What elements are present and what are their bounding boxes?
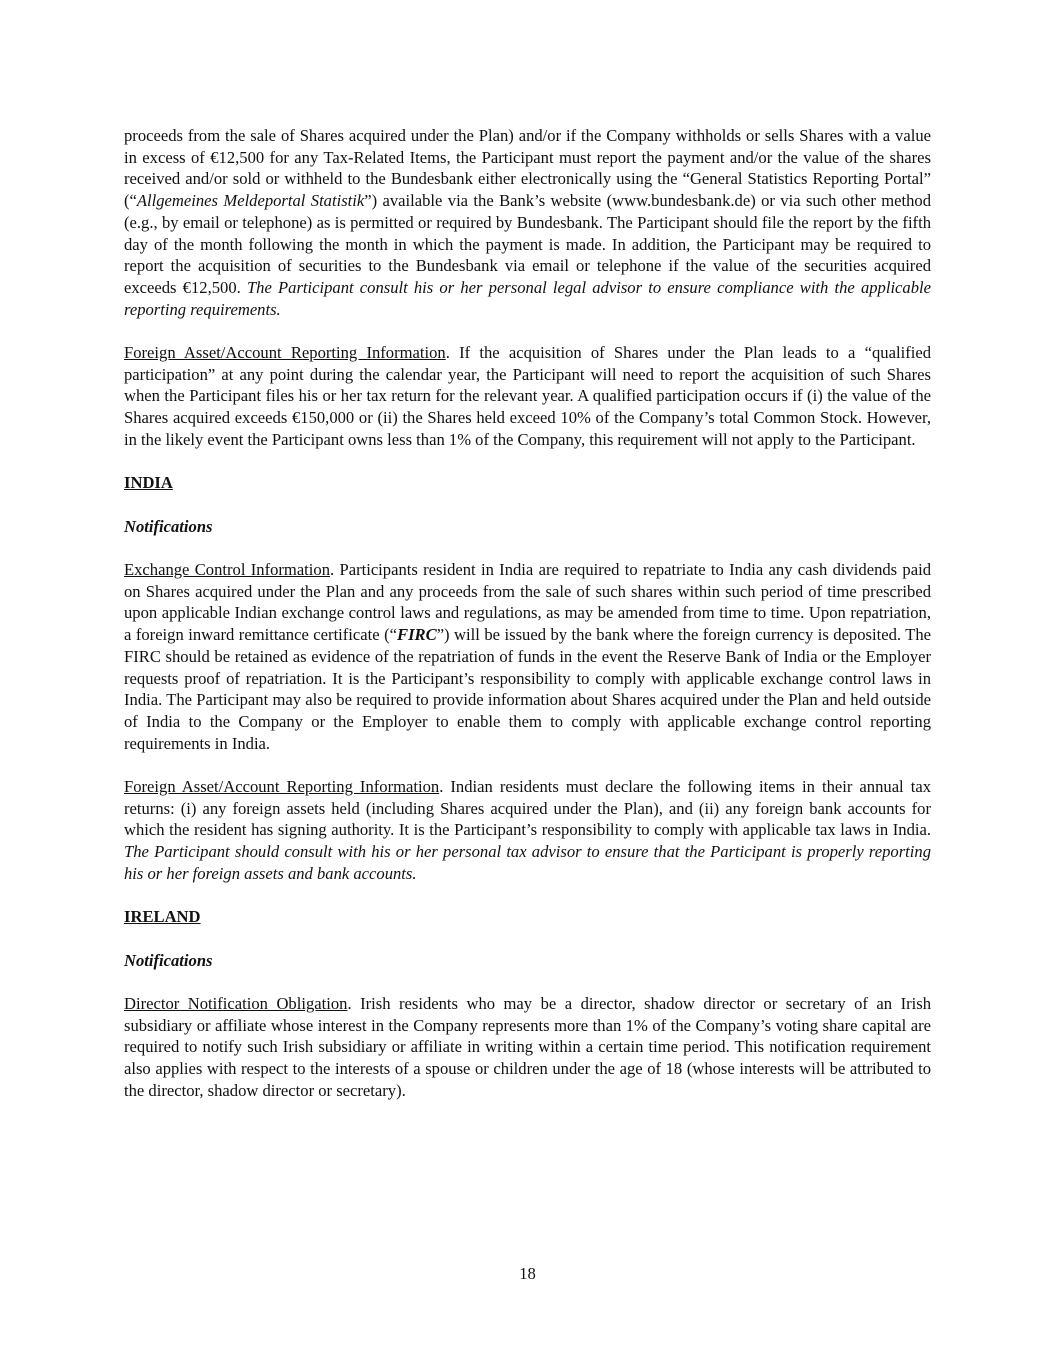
text: . Irish residents who may be a director, shadow director or secretary of an Irish subsidiary or affiliate whose interest in the Company represents more than 1% of the Company’s voting share capital are required to notify such Irish subsidiary or affiliate in writing within a certain time period. This notification requirement also applies with respect to the interests of a spouse or children under the age of 18 (whose interests will be attributed to the director, shadow director or secretary). [124, 994, 931, 1100]
paragraph-ireland-director-notification [124, 993, 931, 1102]
text: . Indian residents must declare the following items in their annual tax returns: (i) any foreign assets held (including Shares acquired under the Plan), and (ii) any foreign bank accounts for which the resident has signing authority. It is the Participant’s responsibility to comply with applicable tax laws in India. [124, 777, 931, 840]
firc-term: FIRC [397, 625, 437, 645]
notifications-heading-india: Notifications [124, 516, 213, 536]
country-heading-ireland: IRELAND [124, 907, 201, 927]
country-heading-india: INDIA [124, 473, 173, 493]
section-title: Foreign Asset/Account Reporting Information [124, 343, 446, 363]
section-title: Director Notification Obligation [124, 994, 348, 1013]
page-number: 18 [519, 1264, 536, 1283]
advisory-note: The Participant should consult with his or her personal tax advisor to ensure that the Participant is properly reporting his or her foreign assets and bank accounts. [124, 842, 931, 883]
advisory-note: The Participant consult his or her personal legal advisor to ensure compliance with the applicable reporting requirements. [124, 277, 931, 319]
paragraph-germany-foreign-asset-reporting [124, 342, 931, 451]
section-title: Exchange Control Information [124, 560, 331, 579]
text: . If the acquisition of Shares under the Plan leads to a “qualified participation” at any point during the calendar year, the Participant will need to report the acquisition of such Shares when the Participant files his or her tax return for the relevant year. A qualified participation occurs if (i) the value of the Shares acquired exceeds €150,000 or (ii) the Shares held exceed 10% of the Company’s total Common Stock. However, in the likely event the Participant owns less than 1% of the Company, this requirement will not apply to the Participant. [124, 343, 931, 449]
paragraph-germany-bundesbank-reporting [124, 125, 931, 320]
paragraph-india-exchange-control [124, 559, 931, 754]
text: ”) will be issued by the bank where the foreign currency is deposited. The FIRC should be retained as evidence of the repatriation of funds in the event the Reserve Bank of India or the Employer requests proof of repatriation. It is the Participant’s responsibility to comply with applicable exchange control laws in India. The Participant may also be required to provide information about Shares acquired under the Plan and held outside of India to the Company or the Employer to enable them to comply with applicable exchange control reporting requirements in India. [124, 625, 931, 753]
text: . Participants resident in India are required to repatriate to India any cash dividends paid on Shares acquired under the Plan and any proceeds from the sale of such shares within such period of time prescribed upon applicable Indian exchange control laws and regulations, as may be amended from time to time. Upon repatriation, a foreign inward remittance certificate (“ [124, 560, 931, 645]
text: ”) available via the Bank’s website (www.bundesbank.de) or via such other method (e.g., by email or telephone) as is permitted or required by Bundesbank. The Participant should file the report by the fifth day of the month following the month in which the payment is made. In addition, the Participant may be required to report the acquisition of securities to the Bundesbank via email or telephone if the value of the securities acquired exceeds €12,500. [124, 191, 931, 297]
portal-name: Allgemeines Meldeportal Statistik [136, 191, 365, 211]
text: proceeds from the sale of Shares acquired under the Plan) and/or if the Company withholds or sells Shares with a value in excess of €12,500 for any Tax-Related Items, the Participant must report the payment and/or the value of the shares received and/or sold or withheld to the Bundesbank either electronically using the “General Statistics Reporting Portal” (“ [124, 126, 931, 211]
paragraph-india-foreign-asset-reporting [124, 776, 931, 885]
section-title: Foreign Asset/Account Reporting Information [124, 777, 440, 797]
notifications-heading-ireland: Notifications [124, 950, 213, 970]
